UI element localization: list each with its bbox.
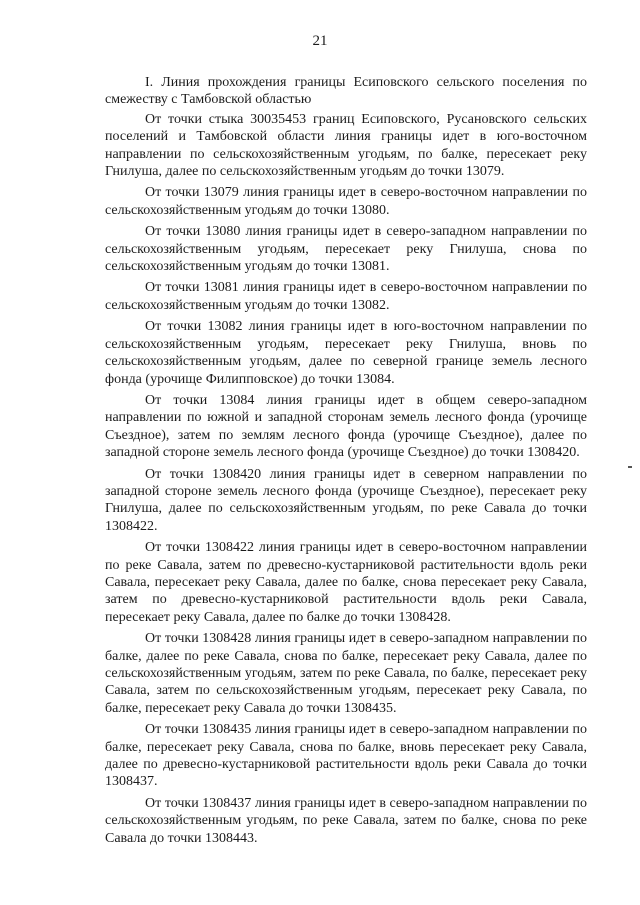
paragraph: От точки 1308435 линия границы идет в северо-западном направлении по балке, пересекает реку Савала, снова по балке, вновь пересекает реку Савала, далее по древесно-кустарниковой растительности вдоль реки Савала до точки 1308437. bbox=[105, 722, 587, 790]
document-body bbox=[105, 74, 587, 851]
paragraph: От точки 1308422 линия границы идет в северо-восточном направлении по реке Савала, затем по древесно-кустарниковой растительности вдоль реки Савала, пересекает реку Савала, далее по балке, снова пересекает реку Савала, затем по древесно-кустарниковой растительности вдоль реки Савала, пересекает реку Савала, далее по балке до точки 1308428. bbox=[105, 540, 587, 625]
paragraph: От точки 1308428 линия границы идет в северо-западном направлении по балке, далее по реке Савала, снова по балке, пересекает реку Савала, далее по сельскохозяйственным угодьям, затем по реке Савала, по балке, пересекает реку Савала, затем по сельскохозяйственным угодьям, пересекает реку Савала, по балке, пересекает реку Савала до точки 1308435. bbox=[105, 631, 587, 716]
page-number: 21 bbox=[312, 33, 328, 49]
scan-artifact bbox=[628, 466, 632, 468]
paragraph: От точки 13079 линия границы идет в северо-восточном направлении по сельскохозяйственным угодьям до точки 13080. bbox=[105, 185, 587, 218]
paragraph: От точки 13081 линия границы идет в северо-восточном направлении по сельскохозяйственным угодьям до точки 13082. bbox=[105, 280, 587, 313]
paragraph: От точки 13084 линия границы идет в общем северо-западном направлении по южной и западной сторонам земель лесного фонда (урочище Съездное), затем по землям лесного фонда (урочище Съездное), далее по западной стороне земель лесного фонда (урочище Съездное) до точки 1308420. bbox=[105, 392, 587, 461]
paragraph: От точки 13080 линия границы идет в северо-западном направлении по сельскохозяйственным угодьям, пересекает реку Гнилуша, снова по сельскохозяйственным угодьям до точки 13081. bbox=[105, 224, 587, 275]
paragraph: От точки 1308420 линия границы идет в северном направлении по западной стороне земель лесного фонда (урочище Съездное), пересекает реку Гнилуша, далее по сельскохозяйственным угодьям, по реке Савала до точки 1308422. bbox=[105, 466, 587, 534]
paragraph: От точки стыка 30035453 границ Есиповского, Русановского сельских поселений и Тамбовской области линия границы идет в юго-восточном направлении по сельскохозяйственным угодьям, по балке, пересекает реку Гнилуша, далее по сельскохозяйственным угодьям до точки 13079. bbox=[105, 111, 587, 180]
paragraph: От точки 1308437 линия границы идет в северо-западном направлении по сельскохозяйственным угодьям, по реке Савала, затем по балке, снова по реке Савала до точки 1308443. bbox=[105, 795, 587, 846]
section-heading: I. Линия прохождения границы Есиповского сельского поселения по смежеству с Тамбовской областью bbox=[105, 75, 587, 108]
paragraph: От точки 13082 линия границы идет в юго-восточном направлении по сельскохозяйственным угодьям, пересекает реку Гнилуша, вновь по сельскохозяйственным угодьям, далее по северной границе земель лесного фонда (урочище Филипповское) до точки 13084. bbox=[105, 319, 587, 387]
